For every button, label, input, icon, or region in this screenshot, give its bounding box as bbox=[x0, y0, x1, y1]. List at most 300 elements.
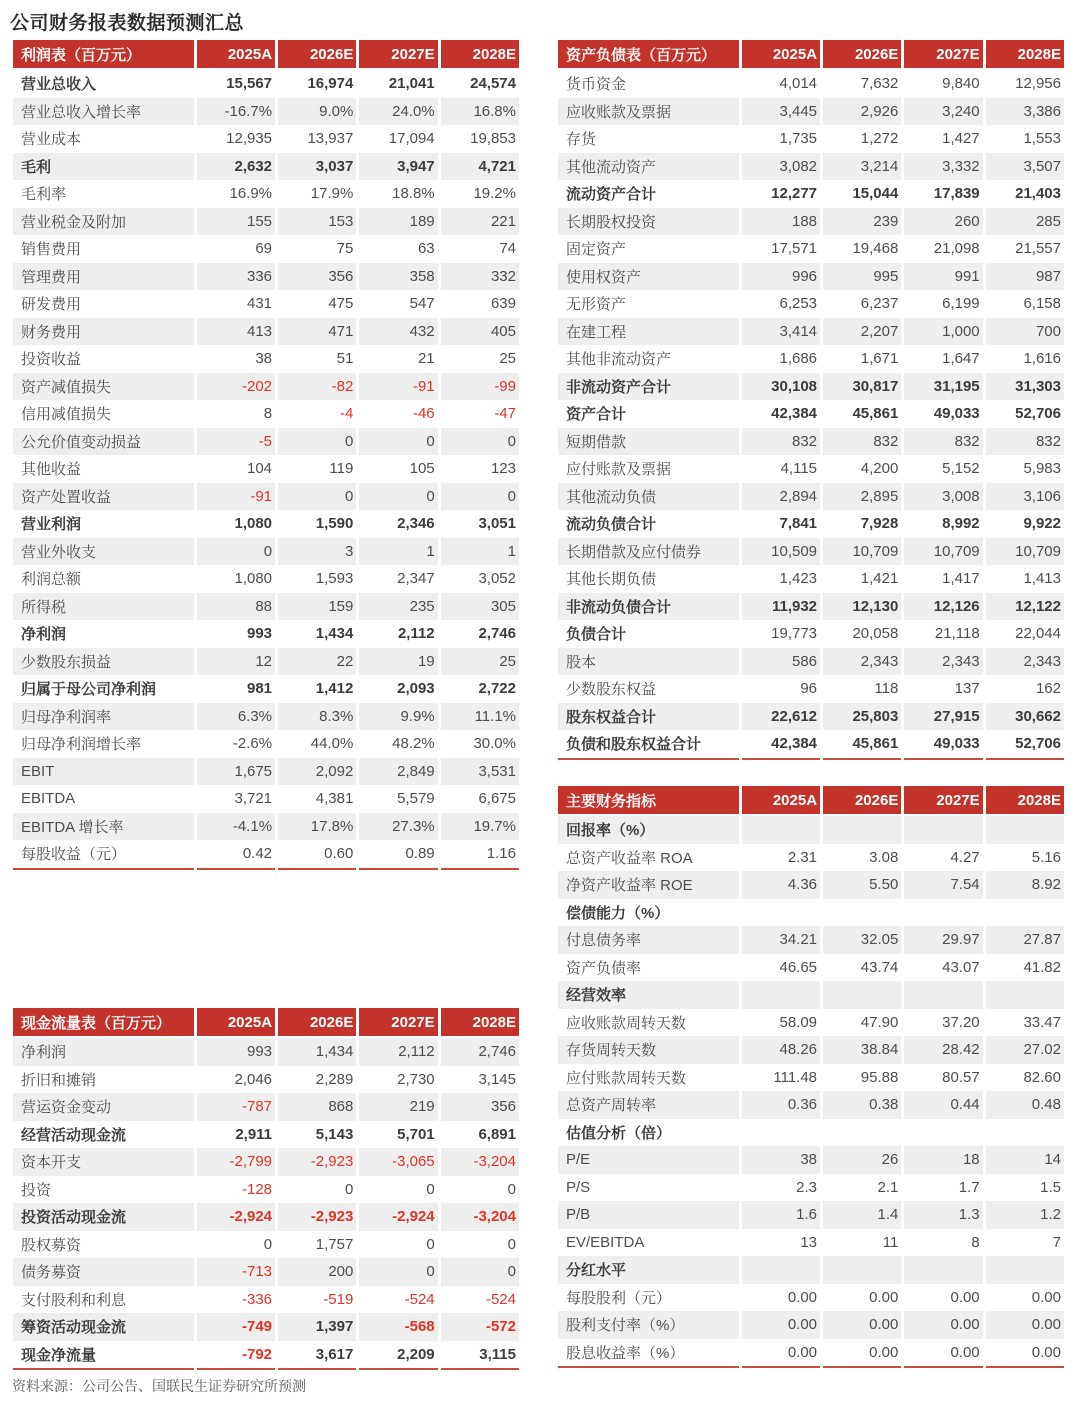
cell-value: 3,617 bbox=[278, 1341, 356, 1371]
column-header: 2026E bbox=[278, 40, 356, 70]
cell-value: 12,130 bbox=[823, 593, 901, 621]
cell-value: 32.05 bbox=[823, 926, 901, 954]
cell-value: 0 bbox=[507, 1180, 516, 1198]
row-label: 公允价值变动损益 bbox=[13, 428, 194, 456]
row-label: 使用权资产 bbox=[558, 263, 739, 291]
fin-table bbox=[555, 786, 1067, 1368]
cell-value: 0.44 bbox=[904, 1091, 982, 1119]
row-label: 净利润 bbox=[21, 626, 67, 644]
cell-value: 28.42 bbox=[904, 1036, 982, 1064]
cell-value: 27.02 bbox=[986, 1036, 1064, 1064]
cell-value: 16.9% bbox=[229, 185, 273, 203]
cell-value: 1.2 bbox=[986, 1201, 1064, 1229]
cell-value: 639 bbox=[490, 295, 516, 313]
cell-value: 123 bbox=[490, 460, 516, 478]
cell-value: 44.0% bbox=[310, 735, 354, 753]
column-header: 2027E bbox=[359, 1008, 437, 1038]
cell-value: 19,853 bbox=[470, 130, 516, 148]
cell-value: 239 bbox=[823, 208, 901, 236]
cell-value bbox=[823, 981, 901, 1009]
table-row bbox=[13, 538, 519, 566]
cell-value: 0 bbox=[359, 483, 437, 511]
column-header: 2027E bbox=[359, 40, 437, 70]
row-label: 资产处置收益 bbox=[13, 483, 194, 511]
cell-value: 0.00 bbox=[787, 1288, 818, 1306]
cell-value: 46.65 bbox=[779, 958, 818, 976]
row-label: 估值分析（倍） bbox=[566, 1124, 672, 1142]
cell-value: 45,861 bbox=[852, 405, 899, 423]
cell-value: 0 bbox=[359, 428, 437, 456]
cell-value: 22,044 bbox=[1015, 625, 1061, 643]
cell-value: 74 bbox=[499, 240, 516, 258]
table-row bbox=[558, 510, 1064, 538]
cell-value: 586 bbox=[742, 648, 820, 676]
cell-value: 43.07 bbox=[942, 958, 980, 976]
balance-sheet-table bbox=[555, 40, 1073, 760]
row-label: EV/EBITDA bbox=[566, 1233, 645, 1251]
table-row bbox=[558, 483, 1064, 511]
cell-value: -128 bbox=[242, 1180, 273, 1198]
cell-value: 3,240 bbox=[904, 98, 982, 126]
cell-value bbox=[823, 816, 901, 844]
cell-value: 119 bbox=[329, 460, 354, 478]
row-label: 研发费用 bbox=[21, 296, 82, 314]
table-row bbox=[13, 1258, 519, 1286]
cell-value bbox=[823, 899, 901, 927]
row-label: 投资收益 bbox=[21, 351, 82, 369]
row-label: 股东权益合计 bbox=[558, 703, 739, 731]
table-row bbox=[558, 648, 1064, 676]
header-row bbox=[558, 786, 1064, 816]
table-row bbox=[13, 510, 519, 538]
income-statement-table bbox=[10, 40, 528, 870]
column-header: 2025A bbox=[197, 40, 275, 70]
row-label: 所得税 bbox=[13, 593, 194, 621]
cell-value: 19,773 bbox=[771, 625, 818, 643]
cell-value: -2,923 bbox=[278, 1203, 356, 1231]
cell-value: 104 bbox=[247, 460, 273, 478]
row-label: 非流动资产合计 bbox=[558, 373, 739, 401]
cell-value: 27.3% bbox=[359, 813, 437, 841]
cell-value: 27,915 bbox=[904, 703, 982, 731]
cell-value: 17,839 bbox=[933, 185, 980, 203]
cell-value: 38 bbox=[742, 1146, 820, 1174]
row-label: 现金净流量 bbox=[13, 1341, 194, 1371]
cell-value: -524 bbox=[404, 1290, 435, 1308]
table-row bbox=[558, 455, 1064, 483]
table-row bbox=[558, 180, 1064, 208]
cell-value: -2,924 bbox=[359, 1203, 437, 1231]
table-row bbox=[558, 1036, 1064, 1064]
cell-value: 10,509 bbox=[742, 538, 820, 566]
row-label: 股息收益率（%） bbox=[558, 1339, 739, 1369]
table-row bbox=[13, 675, 519, 703]
cell-value: 431 bbox=[247, 295, 273, 313]
table-row bbox=[558, 593, 1064, 621]
table-row bbox=[13, 318, 519, 346]
table-row bbox=[13, 70, 519, 98]
row-label: 非流动负债合计 bbox=[558, 593, 739, 621]
row-label: 股利支付率（%） bbox=[558, 1311, 739, 1339]
table-row bbox=[558, 844, 1064, 872]
cell-value: 17.9% bbox=[310, 185, 354, 203]
row-label: 其他流动资产 bbox=[558, 153, 739, 181]
row-label: 其他非流动资产 bbox=[566, 351, 672, 369]
cell-value: 1,427 bbox=[942, 130, 980, 148]
table-row bbox=[13, 153, 519, 181]
cell-value: 1.7 bbox=[958, 1178, 980, 1196]
cell-value bbox=[742, 816, 820, 844]
cell-value: -2,924 bbox=[197, 1203, 275, 1231]
row-label: 股权募资 bbox=[21, 1236, 82, 1254]
row-label: EBITDA 增长率 bbox=[13, 813, 194, 841]
cell-value: 13 bbox=[800, 1233, 818, 1251]
row-label: 总资产周转率 bbox=[558, 1091, 739, 1119]
cell-value: 153 bbox=[278, 208, 356, 236]
cell-value: 3,531 bbox=[441, 758, 519, 786]
cell-value: 1,000 bbox=[904, 318, 982, 346]
cell-value: 12 bbox=[197, 648, 275, 676]
cell-value: 6,675 bbox=[478, 790, 516, 808]
row-label: 货币资金 bbox=[566, 76, 627, 94]
row-label: 少数股东损益 bbox=[13, 648, 194, 676]
cell-value: 2,346 bbox=[397, 515, 435, 533]
cell-value: 30,662 bbox=[986, 703, 1064, 731]
cell-value: 6,253 bbox=[779, 295, 818, 313]
cell-value: 993 bbox=[247, 625, 273, 643]
table-row bbox=[558, 1064, 1064, 1092]
header-row bbox=[558, 40, 1064, 70]
table-row bbox=[558, 981, 1064, 1009]
cell-value: 0 bbox=[197, 538, 275, 566]
cell-value: 24,574 bbox=[470, 75, 516, 93]
cell-value: 0.00 bbox=[904, 1339, 982, 1369]
cell-value: 38.84 bbox=[823, 1036, 901, 1064]
cell-value: 4.27 bbox=[950, 848, 980, 866]
cell-value: 24.0% bbox=[359, 98, 437, 126]
cell-value: 15,044 bbox=[852, 185, 899, 203]
row-label: 负债合计 bbox=[566, 626, 627, 644]
cell-value: 0 bbox=[359, 1258, 437, 1286]
cell-value: 20,058 bbox=[852, 625, 899, 643]
table-row bbox=[558, 620, 1064, 648]
page-title: 公司财务报表数据预测汇总 bbox=[10, 13, 245, 34]
cell-value: 993 bbox=[197, 1038, 275, 1066]
table-row bbox=[558, 208, 1064, 236]
row-label: 利润总额 bbox=[21, 571, 82, 589]
cell-value: 11.1% bbox=[441, 703, 519, 731]
cell-value: 49,033 bbox=[933, 405, 980, 423]
cell-value: 162 bbox=[1035, 680, 1061, 698]
row-label: 回报率（%） bbox=[558, 816, 739, 844]
cell-value bbox=[742, 899, 820, 927]
column-header: 2027E bbox=[904, 40, 982, 70]
cell-value: 11 bbox=[882, 1233, 899, 1251]
cell-value: 7,632 bbox=[860, 75, 899, 93]
cell-value: -4 bbox=[340, 405, 354, 423]
column-header: 2026E bbox=[823, 40, 901, 70]
cell-value: 2,343 bbox=[986, 648, 1064, 676]
row-label: 应付账款周转天数 bbox=[566, 1069, 687, 1087]
cell-value: 25,803 bbox=[823, 703, 901, 731]
key-financial-indicators-table bbox=[555, 786, 1073, 1368]
row-label: 营业成本 bbox=[21, 131, 82, 149]
cell-value: -91 bbox=[197, 483, 275, 511]
cell-value: 12,277 bbox=[771, 185, 818, 203]
cell-value: 1,757 bbox=[315, 1235, 354, 1253]
cell-value: 22 bbox=[278, 648, 356, 676]
cell-value: 3,115 bbox=[441, 1341, 519, 1371]
cell-value: -3,204 bbox=[441, 1148, 519, 1176]
table-row bbox=[558, 1119, 1064, 1147]
cell-value: 3,507 bbox=[986, 153, 1064, 181]
table-row bbox=[13, 1093, 519, 1121]
row-label: 营业税金及附加 bbox=[13, 208, 194, 236]
cell-value: 2,112 bbox=[359, 1038, 437, 1066]
row-label: 经营活动现金流 bbox=[21, 1126, 127, 1144]
cell-value: -2,799 bbox=[197, 1148, 275, 1176]
table-row bbox=[13, 455, 519, 483]
table-row bbox=[558, 125, 1064, 153]
cell-value: 26 bbox=[823, 1146, 901, 1174]
cell-value: 2,911 bbox=[235, 1125, 273, 1143]
cell-value: 19,468 bbox=[852, 240, 899, 258]
row-label: 经营效率 bbox=[558, 981, 739, 1009]
cell-value: -91 bbox=[359, 373, 437, 401]
cell-value: 2.3 bbox=[796, 1178, 818, 1196]
cell-value: 0 bbox=[278, 483, 356, 511]
cell-value: 0 bbox=[263, 1235, 273, 1253]
row-label: P/S bbox=[566, 1178, 591, 1196]
cell-value: 700 bbox=[986, 318, 1064, 346]
table-row bbox=[13, 345, 519, 373]
cell-value: 37.20 bbox=[942, 1013, 980, 1031]
row-label: 归母净利润率 bbox=[13, 703, 194, 731]
table-title-header: 利润表（百万元） bbox=[13, 40, 194, 70]
cell-value: 3,052 bbox=[478, 570, 516, 588]
table-row bbox=[13, 813, 519, 841]
cell-value: 7,841 bbox=[779, 515, 818, 533]
cell-value: 21 bbox=[417, 350, 435, 368]
cell-value: 25 bbox=[499, 350, 516, 368]
column-header: 2025A bbox=[742, 786, 820, 816]
cell-value: 30,108 bbox=[742, 373, 820, 401]
row-label: 其他流动负债 bbox=[558, 483, 739, 511]
table-row bbox=[13, 565, 519, 593]
row-label: 少数股东权益 bbox=[566, 681, 657, 699]
cell-value: -5 bbox=[197, 428, 275, 456]
table-row bbox=[13, 1148, 519, 1176]
cell-value: 2,895 bbox=[823, 483, 901, 511]
cell-value: 21,098 bbox=[933, 240, 980, 258]
source-note: 资料来源：公司公告、国联民生证券研究所预测 bbox=[12, 1378, 306, 1394]
table-row bbox=[13, 1203, 519, 1231]
cell-value: -82 bbox=[278, 373, 356, 401]
cell-value: 2,632 bbox=[197, 153, 275, 181]
fin-table bbox=[555, 40, 1067, 760]
cell-value: 305 bbox=[441, 593, 519, 621]
cell-value: 6,891 bbox=[478, 1125, 516, 1143]
row-label: 营业总收入增长率 bbox=[13, 98, 194, 126]
table-row bbox=[13, 290, 519, 318]
cell-value: 9,840 bbox=[942, 75, 980, 93]
row-label: 支付股利和利息 bbox=[21, 1291, 127, 1309]
cell-value: 2,209 bbox=[359, 1341, 437, 1371]
cell-value: 12,126 bbox=[904, 593, 982, 621]
cell-value: 21,118 bbox=[934, 625, 980, 643]
row-label: 负债和股东权益合计 bbox=[558, 730, 739, 760]
cell-value: 2.1 bbox=[877, 1178, 899, 1196]
cell-value: 2,046 bbox=[234, 1070, 273, 1088]
table-row bbox=[558, 263, 1064, 291]
cell-value: 8 bbox=[971, 1233, 980, 1251]
row-label: 信用减值损失 bbox=[21, 406, 112, 424]
table-row bbox=[558, 345, 1064, 373]
cell-value: 996 bbox=[742, 263, 820, 291]
column-header: 2026E bbox=[278, 1008, 356, 1038]
cell-value: 0 bbox=[426, 1180, 435, 1198]
cell-value: 1.16 bbox=[441, 840, 519, 870]
cell-value: 0.00 bbox=[869, 1288, 899, 1306]
cell-value: 1,616 bbox=[1023, 350, 1061, 368]
cell-value: 1,080 bbox=[234, 570, 273, 588]
cell-value: 30.0% bbox=[473, 735, 516, 753]
cell-value: 47.90 bbox=[860, 1013, 899, 1031]
table-row bbox=[558, 816, 1064, 844]
cell-value: 1,421 bbox=[860, 570, 899, 588]
cell-value: 31,303 bbox=[986, 373, 1064, 401]
cell-value: -524 bbox=[485, 1290, 516, 1308]
row-label: 流动资产合计 bbox=[566, 186, 657, 204]
cell-value: 5,579 bbox=[397, 790, 435, 808]
cell-value: 0 bbox=[507, 1235, 516, 1253]
cell-value: 12,956 bbox=[1015, 75, 1061, 93]
cell-value: 7,928 bbox=[860, 515, 899, 533]
cell-value: 475 bbox=[328, 295, 354, 313]
cell-value: 4,115 bbox=[780, 460, 818, 478]
cell-value: 42,384 bbox=[742, 730, 820, 760]
table-row bbox=[13, 840, 519, 870]
cell-value bbox=[904, 816, 982, 844]
cell-value: 0.00 bbox=[742, 1311, 820, 1339]
column-header: 2028E bbox=[986, 40, 1064, 70]
table-title-header: 资产负债表（百万元） bbox=[558, 40, 739, 70]
cell-value: 1 bbox=[359, 538, 437, 566]
cell-value: 2,347 bbox=[397, 570, 435, 588]
cell-value: 1.3 bbox=[904, 1201, 982, 1229]
cell-value: 3,008 bbox=[904, 483, 982, 511]
row-label: 短期借款 bbox=[558, 428, 739, 456]
row-label: 存货 bbox=[566, 131, 597, 149]
cell-value: -47 bbox=[494, 405, 516, 423]
table-row bbox=[13, 1231, 519, 1259]
cell-value: 9.0% bbox=[278, 98, 356, 126]
cell-value: 5.50 bbox=[823, 871, 901, 899]
row-label: 毛利率 bbox=[21, 186, 67, 204]
cell-value: 4,200 bbox=[860, 460, 899, 478]
table-row bbox=[558, 1339, 1064, 1369]
cell-value: 8.92 bbox=[986, 871, 1064, 899]
row-label: EBITDA bbox=[21, 790, 76, 808]
cell-value: 0.00 bbox=[742, 1339, 820, 1369]
cell-value: 547 bbox=[409, 295, 435, 313]
cell-value: 118 bbox=[874, 680, 899, 698]
row-label: 无形资产 bbox=[566, 296, 627, 314]
cell-value: 1.6 bbox=[742, 1201, 820, 1229]
cell-value: -99 bbox=[441, 373, 519, 401]
cell-value: 991 bbox=[904, 263, 982, 291]
cell-value: 3.08 bbox=[869, 848, 899, 866]
cell-value: 221 bbox=[441, 208, 519, 236]
row-label: 营运资金变动 bbox=[13, 1093, 194, 1121]
cell-value: 12,122 bbox=[986, 593, 1064, 621]
row-label: 固定资产 bbox=[566, 241, 627, 259]
cell-value: 16.8% bbox=[441, 98, 519, 126]
cell-value: 260 bbox=[904, 208, 982, 236]
cell-value: 19 bbox=[359, 648, 437, 676]
table-title-header: 主要财务指标 bbox=[558, 786, 739, 816]
cell-value: 332 bbox=[441, 263, 519, 291]
table-row bbox=[558, 1311, 1064, 1339]
table-row bbox=[558, 1284, 1064, 1312]
row-label: 股本 bbox=[558, 648, 739, 676]
cell-value: 868 bbox=[278, 1093, 356, 1121]
cell-value: 10,709 bbox=[986, 538, 1064, 566]
table-row bbox=[13, 98, 519, 126]
cell-value: 16,974 bbox=[307, 75, 354, 93]
cell-value: 111.48 bbox=[773, 1068, 818, 1086]
row-label: 其他收益 bbox=[21, 461, 82, 479]
cell-value: 6,158 bbox=[1023, 295, 1061, 313]
row-label: 投资 bbox=[21, 1181, 52, 1199]
row-label: EBIT bbox=[13, 758, 194, 786]
cell-value: 5,983 bbox=[1023, 460, 1061, 478]
cell-value: 159 bbox=[278, 593, 356, 621]
cell-value: 336 bbox=[197, 263, 275, 291]
row-label: 长期借款及应付债券 bbox=[558, 538, 739, 566]
cell-value bbox=[986, 1256, 1064, 1284]
cell-value: 3,082 bbox=[742, 153, 820, 181]
table-row bbox=[13, 263, 519, 291]
cell-value: -2,923 bbox=[278, 1148, 356, 1176]
row-label: 销售费用 bbox=[21, 241, 82, 259]
cell-value: 10,709 bbox=[823, 538, 901, 566]
cell-value: 29.97 bbox=[904, 926, 982, 954]
header-row bbox=[13, 40, 519, 70]
cell-value: 58.09 bbox=[779, 1013, 818, 1031]
row-label: 每股股利（元） bbox=[566, 1289, 672, 1307]
cell-value: 2,343 bbox=[904, 648, 982, 676]
cell-value bbox=[823, 1119, 901, 1147]
column-header: 2025A bbox=[742, 40, 820, 70]
row-label: 存货周转天数 bbox=[558, 1036, 739, 1064]
cell-value: 2,112 bbox=[397, 625, 435, 643]
cell-value: 0 bbox=[441, 428, 519, 456]
cell-value bbox=[742, 981, 820, 1009]
cell-value: 105 bbox=[409, 460, 435, 478]
row-label: 付息债务率 bbox=[558, 926, 739, 954]
cell-value: 832 bbox=[986, 428, 1064, 456]
cell-value: 2,093 bbox=[397, 680, 435, 698]
cell-value: 1,272 bbox=[860, 130, 899, 148]
cell-value: 52,706 bbox=[986, 730, 1064, 760]
cell-value: 432 bbox=[359, 318, 437, 346]
row-label: 总资产收益率 ROA bbox=[566, 849, 693, 867]
cell-value: 12,935 bbox=[226, 130, 273, 148]
cell-value: 21,403 bbox=[1015, 185, 1061, 203]
cell-value: 2,926 bbox=[823, 98, 901, 126]
cell-value: 9.9% bbox=[359, 703, 437, 731]
